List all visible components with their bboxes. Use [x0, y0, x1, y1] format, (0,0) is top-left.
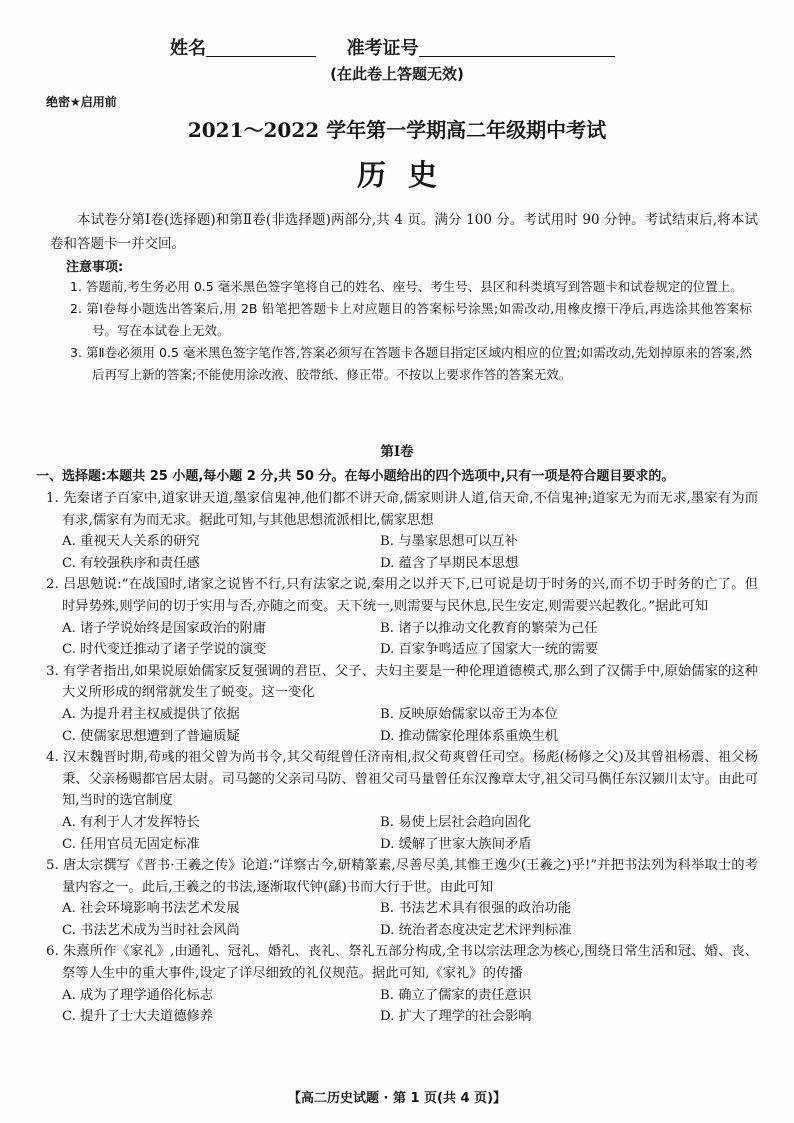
option-b: B. 确立了儒家的责任意识 — [380, 987, 532, 1003]
option-d: D. 缓解了世家大族间矛盾 — [380, 836, 532, 852]
question-stem: 4. 汉末魏晋时期,荀彧的祖父曾为尚书令,其父荀绲曾任济南相,叔父荀爽曾任司空。杨彪(杨修之父)及其曾祖杨震、祖父杨秉、父亲杨赐都官居太尉。司马懿的父亲司马防、曾祖父司马量曾任东汉豫章太守,祖父司马儁任东汉颍川太守。由此可知,当时的选官制度 — [46, 750, 758, 809]
secret-mark: 绝密★启用前 — [46, 95, 117, 109]
section-instruction: 一、选择题:本题共 25 小题,每小题 2 分,共 50 分。在每小题给出的四个选项中,只有一项是符合题目要求的。 — [36, 469, 675, 484]
option-d: D. 推动儒家伦理体系重焕生机 — [380, 728, 559, 744]
subject-title: 历史 — [356, 158, 459, 192]
option-c: C. 时代变迁推动了诸子学说的演变 — [62, 642, 267, 658]
option-d: D. 统治者态度决定艺术评判标准 — [380, 922, 572, 938]
option-d: D. 扩大了理学的社会影响 — [380, 1009, 532, 1025]
option-a: A. 社会环境影响书法艺术发展 — [62, 901, 240, 917]
question-1 — [46, 488, 758, 574]
part-one-title: 第Ⅰ卷 — [380, 444, 414, 460]
option-b: B. 反映原始儒家以帝王为本位 — [380, 706, 558, 722]
question-5 — [46, 855, 758, 941]
question-stem: 5. 唐太宗撰写《晋书·王羲之传》论道:“详察古今,研精篆素,尽善尽美,其惟王逸少(王羲之)乎!”并把书法列为科举取士的考量内容之一。此后,王羲之的书法,逐渐取代钟(繇)书而大行于世。由此可知 — [46, 858, 758, 895]
name-label: 姓名 — [170, 38, 206, 59]
option-a: A. 有利于人才发挥特长 — [62, 814, 200, 830]
question-stem: 3. 有学者指出,如果说原始儒家反复强调的君臣、父子、夫妇主要是一种伦理道德模式,那么到了汉儒手中,原始儒家的这种大义所形成的纲常就发生了蜕变。这一变化 — [46, 663, 758, 701]
option-c: C. 使儒家思想遭到了普遍质疑 — [62, 728, 240, 744]
option-a: A. 诸子学说始终是国家政治的附庸 — [62, 620, 267, 636]
question-6 — [46, 941, 758, 1027]
notes-title: 注意事项: — [66, 260, 124, 275]
candidate-info-line — [170, 34, 615, 60]
option-c: C. 书法艺术成为当时社会风尚 — [62, 922, 240, 938]
page-footer: 【高二历史试题 · 第 1 页(共 4 页)】 — [287, 1091, 507, 1106]
option-a: A. 为提升君主权威提供了依据 — [62, 706, 240, 722]
option-b: B. 诸子以推动文化教育的繁荣为己任 — [380, 620, 598, 636]
question-stem: 2. 吕思勉说:“在战国时,诸家之说皆不行,只有法家之说,秦用之以并天下,已可说是切于时务的兴,而不切于时务的亡了。但时异势殊,则学问的切于实用与否,亦随之而变。天下统一,则需要与民休息,民生安定,则需要兴起教化。”据此可知 — [46, 577, 758, 614]
option-c: C. 提升了士大夫道德修养 — [62, 1009, 214, 1025]
question-2 — [46, 574, 758, 660]
note-item: 3. 第Ⅱ卷必须用 0.5 毫米黑色签字笔作答,答案必须写在答题卡各题目指定区域内相应的位置;如需改动,先划掉原来的答案,然后再写上新的答案;不能使用涂改液、胶带纸、修正带。不按以上要求作答的答案无效。 — [70, 345, 752, 382]
question-stem: 1. 先秦诸子百家中,道家讲天道,墨家信鬼神,他们都不讲天命,儒家则讲人道,信天命,不信鬼神;道家无为而无求,墨家有为而有求,儒家有为而无求。据此可知,与其他思想流派相比,儒家思想 — [46, 491, 758, 528]
name-blank — [206, 38, 316, 57]
exam-id-label: 准考证号 — [346, 38, 419, 59]
question-list — [46, 488, 758, 1028]
notes-list — [60, 276, 752, 386]
question-stem: 6. 朱熹所作《家礼》,由通礼、冠礼、婚礼、丧礼、祭礼五部分构成,全书以宗法理念为核心,围绕日常生活和冠、婚、丧、祭等人生中的重大事件,设定了详尽细致的礼仪规范。据此可知,《家礼》的传播 — [46, 944, 758, 982]
exam-title: 2021～2022 学年第一学期高二年级期中考试 — [187, 118, 607, 142]
option-d: D. 百家争鸣适应了国家大一统的需要 — [380, 642, 599, 658]
invalid-answer-note: (在此卷上答题无效) — [330, 65, 464, 83]
option-d: D. 蕴含了早期民本思想 — [380, 555, 519, 571]
question-4 — [46, 747, 758, 855]
question-3 — [46, 661, 758, 747]
option-c: C. 任用官员无固定标准 — [62, 836, 200, 852]
option-b: B. 与墨家思想可以互补 — [380, 534, 518, 550]
option-a: A. 重视天人关系的研究 — [62, 534, 200, 550]
exam-intro: 本试卷分第Ⅰ卷(选择题)和第Ⅱ卷(非选择题)两部分,共 4 页。满分 100 分。考试用时 90 分钟。考试结束后,将本试卷和答题卡一并交回。 — [50, 212, 758, 252]
option-b: B. 易使上层社会趋向固化 — [380, 814, 532, 830]
note-item: 2. 第Ⅰ卷每小题选出答案后,用 2B 铅笔把答题卡上对应题目的答案标号涂黑;如需改动,用橡皮擦干净后,再选涂其他答案标号。写在本试卷上无效。 — [70, 301, 752, 338]
option-b: B. 书法艺术具有很强的政治功能 — [380, 901, 572, 917]
option-c: C. 有较强秩序和责任感 — [62, 555, 200, 571]
option-a: A. 成为了理学通俗化标志 — [62, 987, 214, 1003]
note-item: 1. 答题前,考生务必用 0.5 毫米黑色签字笔将自己的姓名、座号、考生号、县区和科类填写到答题卡和试卷规定的位置上。 — [70, 279, 743, 294]
exam-id-blank — [419, 38, 615, 57]
